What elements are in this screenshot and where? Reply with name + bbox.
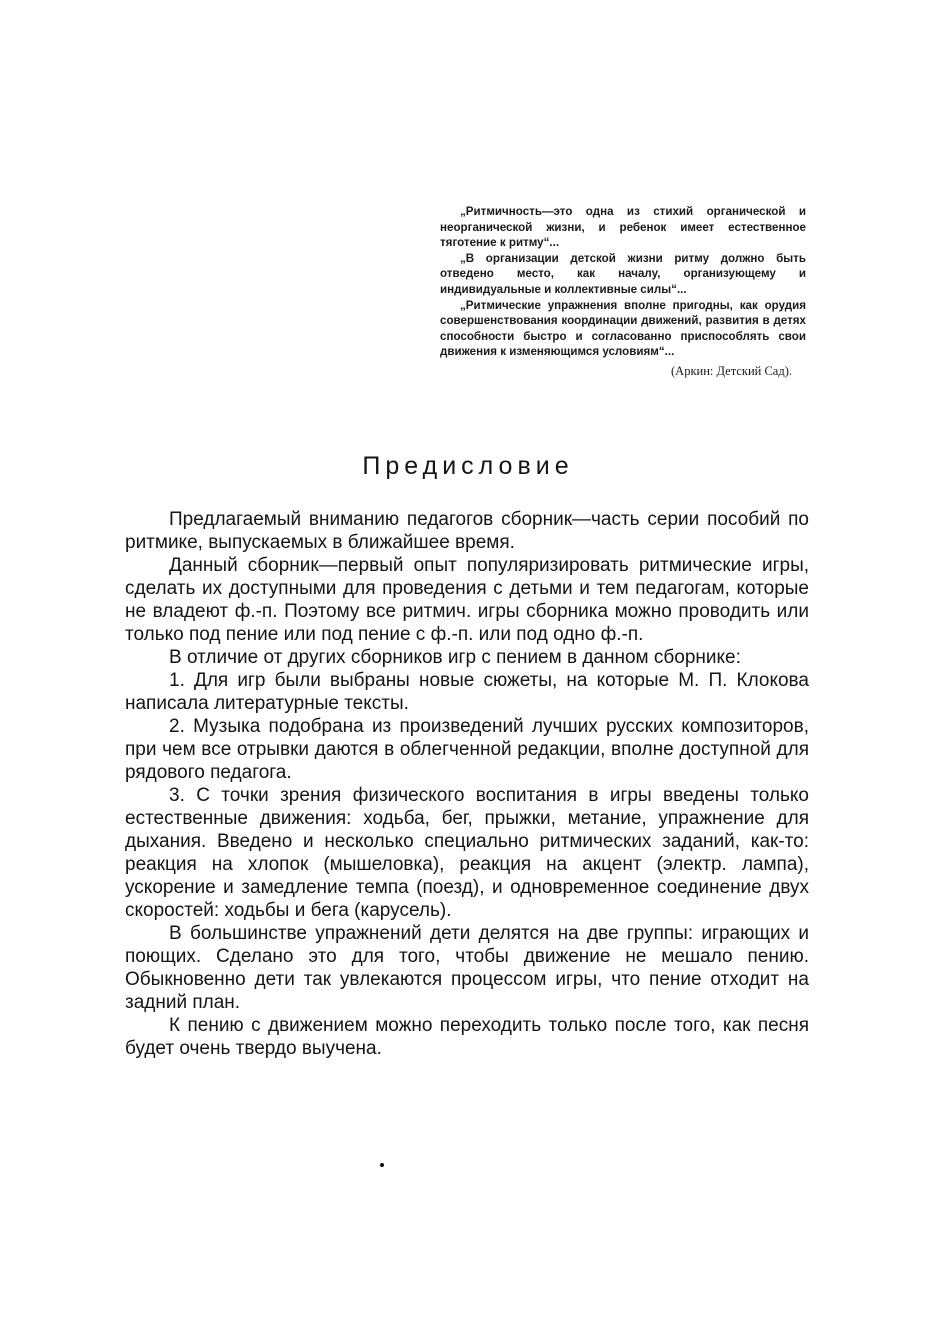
epigraph-quote-2: „В организации детской жизни ритму должно быть отведено место, как началу, организующему и индивидуальные и коллективные силы“... [440, 251, 806, 296]
paragraph-point-1: 1. Для игр были выбраны новые сюжеты, на которые М. П. Клокова написала литературные тексты. [125, 670, 809, 714]
page-title: Предисловие [362, 452, 574, 480]
epigraph-quote-1: „Ритмичность—это одна из стихий органической и неорганической жизни, и ребенок имеет естественное тяготение к ритму“... [440, 205, 806, 250]
paragraph-purpose: Данный сборник—первый опыт популяризировать ритмические игры, сделать их доступными для проведения с детьми и тем педагогам, которые не владеют ф.-п. Поэтому все ритмич. игры сборника можно проводить или только под пение или под пение с ф.-п. или под одно ф.-п. [125, 555, 809, 645]
ink-dot [380, 1163, 384, 1167]
paragraph-groups: В большинстве упражнений дети делятся на две группы: играющих и поющих. Сделано это для того, чтобы движение не мешало пению. Обыкновенно дети так увлекаются процессом игры, что пение отходит на задний план. [125, 923, 809, 1013]
paragraph-point-2: 2. Музыка подобрана из произведений лучших русских композиторов, при чем все отрывки даются в облегченной редакции, вполне доступной для рядового педагога. [125, 716, 809, 783]
paragraph-point-3: 3. С точки зрения физического воспитания в игры введены только естественные движения: ходьба, бег, прыжки, метание, упражнение для дыхания. Введено и несколько специально ритмических заданий, как-то: реакция на хлопок (мышеловка), реакция на акцент (электр. лампа), ускорение и замедление темпа (поезд), и одновременное соединение двух скоростей: ходьбы и бега (карусель). [125, 785, 809, 921]
paragraph-intro: Предлагаемый вниманию педагогов сборник—часть серии пособий по ритмике, выпускаемых в ближайшее время. [125, 509, 809, 553]
paragraph-difference: В отличие от других сборников игр с пением в данном сборнике: [169, 647, 741, 668]
preface-body [125, 508, 809, 1060]
epigraph-source: (Аркин: Детский Сад). [671, 363, 792, 378]
paragraph-closing: К пению с движением можно переходить только после того, как песня будет очень твердо выучена. [125, 1015, 809, 1059]
epigraph-quote-3: „Ритмические упражнения вполне пригодны, как орудия совершенствования координации движений, развития в детях способности быстро и согласованно приспособлять свои движения к изменяющимся условиям“... [440, 298, 806, 359]
epigraph [440, 204, 806, 380]
